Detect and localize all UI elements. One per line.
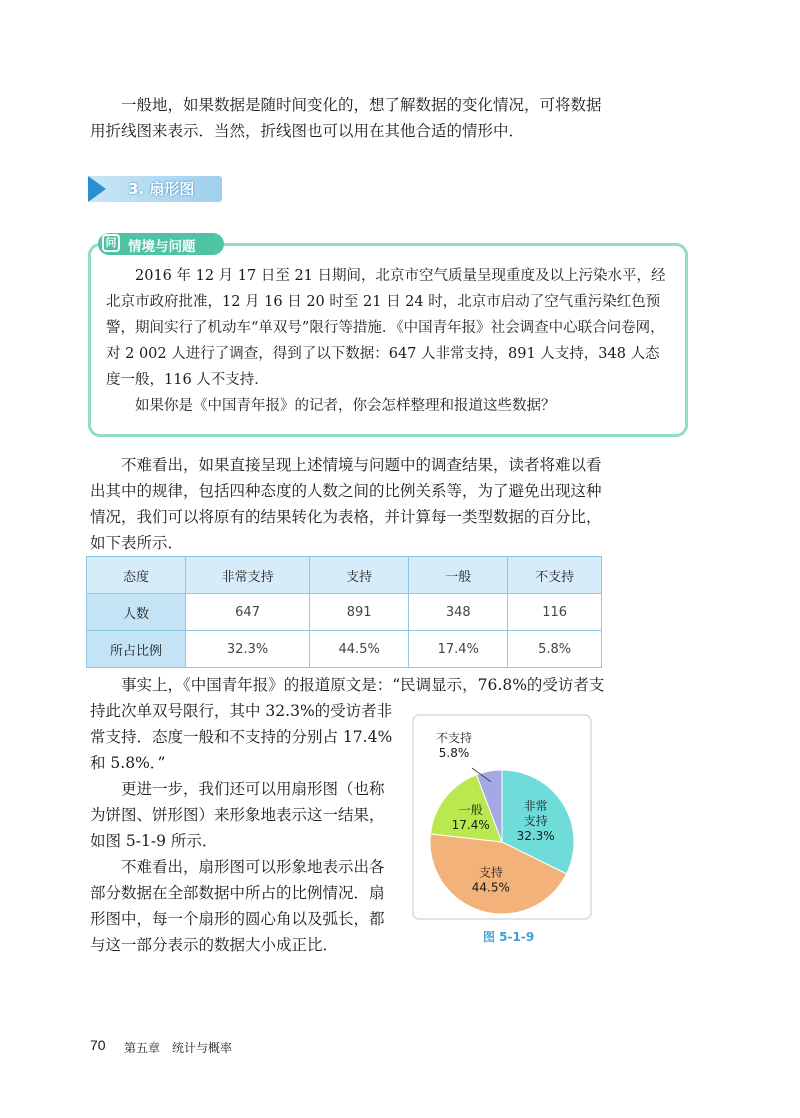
analysis-paragraph: 不难看出，如果直接呈现上述情境与问题中的调查结果，读者将难以看出其中的规律，包括四种态度的人数之间的比例关系等，为了避免出现这种情况，我们可以将原有的结果转化为表格，并计算每一类型数据的百分比，如下表所示． xyxy=(90,456,602,552)
figure-caption: 图 5-1-9 xyxy=(483,930,535,944)
table-cell: 32.3% xyxy=(186,631,310,668)
table-cell: 态度 xyxy=(87,557,186,594)
table-cell: 891 xyxy=(310,594,409,631)
table-cell: 非常支持 xyxy=(186,557,310,594)
question-icon: 问 xyxy=(102,234,120,252)
report-paragraph-line1: 事实上，《中国青年报》的报道原文是：“民调显示，76.8%的受访者支 xyxy=(121,676,605,694)
table-row xyxy=(87,594,602,631)
pie-explain-paragraph: 不难看出，扇形图可以形象地表示出各部分数据在全部数据中所占的比例情况．扇形图中，每一个扇形的圆心角以及弧长，都与这一部分表示的数据大小成正比． xyxy=(90,858,385,954)
table-cell: 一般 xyxy=(409,557,508,594)
slice-category-label: 非常 xyxy=(523,799,548,814)
slice-category-label: 支持 xyxy=(523,814,548,829)
table-cell: 不支持 xyxy=(508,557,602,594)
scenario-question: 如果你是《中国青年报》的记者，你会怎样整理和报道这些数据？ xyxy=(135,398,556,414)
table-row xyxy=(87,631,602,668)
attitude-table xyxy=(86,556,602,668)
table-cell: 所占比例 xyxy=(87,631,186,668)
slice-value-label: 44.5% xyxy=(471,880,510,895)
table-header-row xyxy=(87,557,602,594)
chapter-title: 第五章 统计与概率 xyxy=(124,1041,233,1055)
table-cell: 人数 xyxy=(87,594,186,631)
section-title: 3. 扇形图 xyxy=(128,180,195,198)
slice-value-label: 5.8% xyxy=(438,746,470,760)
table-cell: 647 xyxy=(186,594,310,631)
page-number: 70 xyxy=(90,1037,106,1053)
table-cell: 348 xyxy=(409,594,508,631)
section-heading-tab xyxy=(88,176,222,202)
table-cell: 44.5% xyxy=(310,631,409,668)
slice-category-label: 不支持 xyxy=(435,731,473,745)
slice-value-label: 32.3% xyxy=(516,829,555,844)
scenario-text: 2016 年 12 月 17 日至 21 日期间，北京市空气质量呈现重度及以上污染水平，经北京市政府批准，12 月 16 日 20 时至 21 日 24 时，北京市启动了空气重污染红色预警，期间实行了机动车“单双号”限行等措施．《中国青年报》社会调查中心联合问卷网，对 2 002 人进行了调查，得到了以下数据：647 人非常支持，891 人支持，348 人态度一般，116 人不支持． xyxy=(106,268,666,388)
report-paragraph-rest: 持此次单双号限行，其中 32.3%的受访者非常支持．态度一般和不支持的分别占 17.4%和 5.8%．” xyxy=(90,702,393,772)
table-cell: 116 xyxy=(508,594,602,631)
table-cell: 5.8% xyxy=(508,631,602,668)
table-cell: 17.4% xyxy=(409,631,508,668)
scenario-tab-label: 情境与问题 xyxy=(128,239,196,255)
pie-chart-card xyxy=(412,714,592,920)
scenario-tab xyxy=(98,233,224,255)
slice-value-label: 17.4% xyxy=(451,818,490,833)
intro-paragraph: 一般地，如果数据是随时间变化的，想了解数据的变化情况，可将数据用折线图来表示．当然，折线图也可以用在其他合适的情形中． xyxy=(90,96,602,140)
pie-intro-paragraph: 更进一步，我们还可以用扇形图（也称为饼图、饼形图）来形象地表示这一结果，如图 5-1-9 所示． xyxy=(90,780,385,850)
slice-category-label: 一般 xyxy=(458,803,483,818)
triangle-arrow-icon xyxy=(88,176,106,202)
slice-category-label: 支持 xyxy=(478,865,503,880)
table-cell: 支持 xyxy=(310,557,409,594)
pie-chart xyxy=(412,714,592,920)
